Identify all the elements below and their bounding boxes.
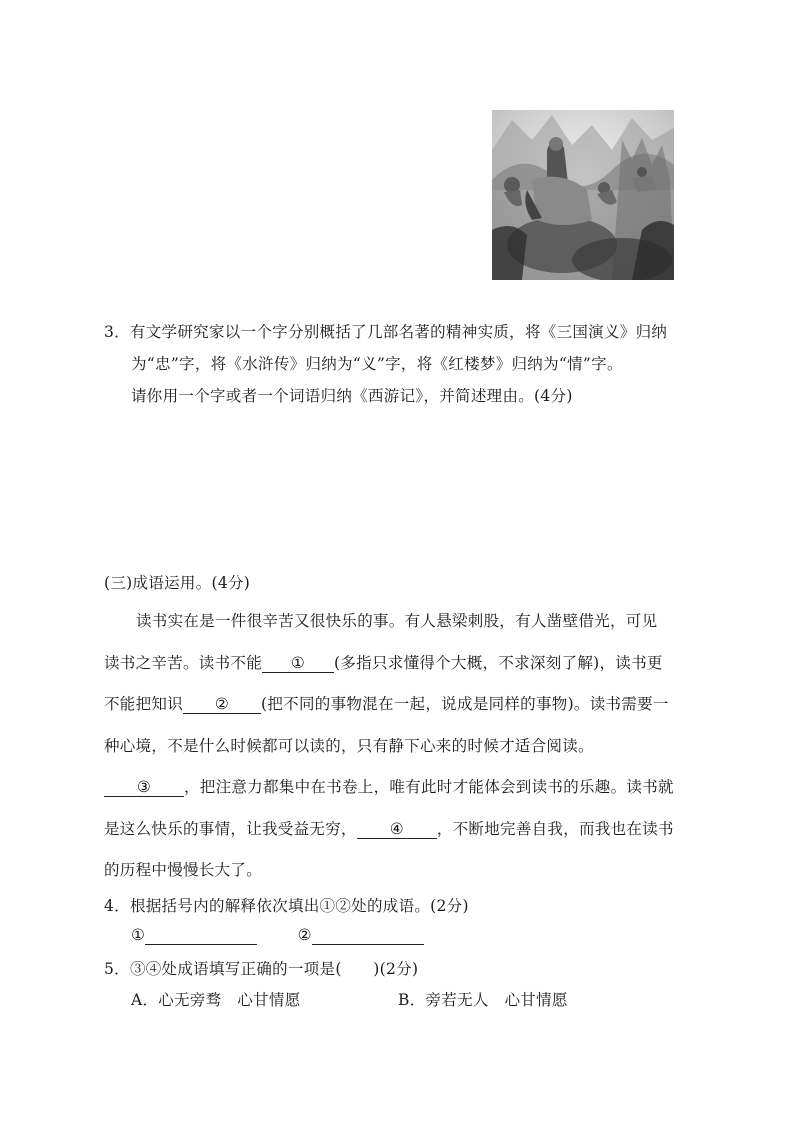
answer-2-blank[interactable] (312, 927, 424, 945)
question-5: 5．③④处成语填写正确的一项是( )(2分) (104, 960, 419, 978)
answer-1-label: ① (131, 926, 146, 944)
answer-1-blank[interactable] (145, 927, 257, 945)
passage-text: ，把注意力都集中在书卷上，唯有此时才能体会到读书的乐趣。读书就 (184, 778, 674, 796)
passage-line-2 (104, 651, 663, 673)
passage-text: ，不断地完善自我，而我也在读书 (436, 820, 674, 838)
passage-text: (多指只求懂得个大概，不求深刻了解)，读书更 (334, 654, 663, 672)
blank-4: ④ (357, 821, 437, 839)
passage-text: 不能把知识 (104, 695, 184, 713)
passage-text: 读书之辛苦。读书不能 (104, 654, 263, 672)
blank-2: ② (183, 696, 261, 714)
question-3-line-1: 3．有文学研究家以一个字分别概括了几部名著的精神实质，将《三国演义》归纳 (104, 323, 668, 341)
blank-1: ① (262, 655, 334, 673)
passage-line-4: 种心境，不是什么时候都可以读的，只有静下心来的时候才适合阅读。 (104, 737, 594, 755)
question-4-answers (131, 926, 424, 945)
question-4: 4．根据括号内的解释依次填出①②处的成语。(2分) (104, 897, 469, 915)
passage-line-1: 读书实在是一件很辛苦又很快乐的事。有人悬梁刺股，有人凿壁借光，可见 (136, 612, 658, 630)
passage-line-6 (104, 817, 674, 839)
option-a[interactable]: A．心无旁骛 心甘情愿 (131, 991, 301, 1009)
passage-text: 是这么快乐的事情，让我受益无穷， (104, 820, 357, 838)
question-3-line-3: 请你用一个字或者一个词语归纳《西游记》，并简述理由。(4分) (131, 387, 573, 405)
answer-2-label: ② (297, 926, 312, 944)
blank-3: ③ (104, 779, 184, 797)
option-b[interactable]: B．旁若无人 心甘情愿 (398, 991, 568, 1009)
passage-line-3 (104, 692, 669, 714)
passage-line-7: 的历程中慢慢长大了。 (104, 861, 263, 879)
question-3-line-2: 为“忠”字，将《水浒传》归纳为“义”字，将《红楼梦》归纳为“情”字。 (131, 355, 623, 373)
section-3-heading: (三)成语运用。(4分) (104, 574, 251, 592)
passage-text: (把不同的事物混在一起，说成是同样的事物)。读书需要一 (261, 695, 669, 713)
passage-line-5 (104, 775, 674, 797)
journey-to-the-west-illustration (492, 110, 674, 280)
